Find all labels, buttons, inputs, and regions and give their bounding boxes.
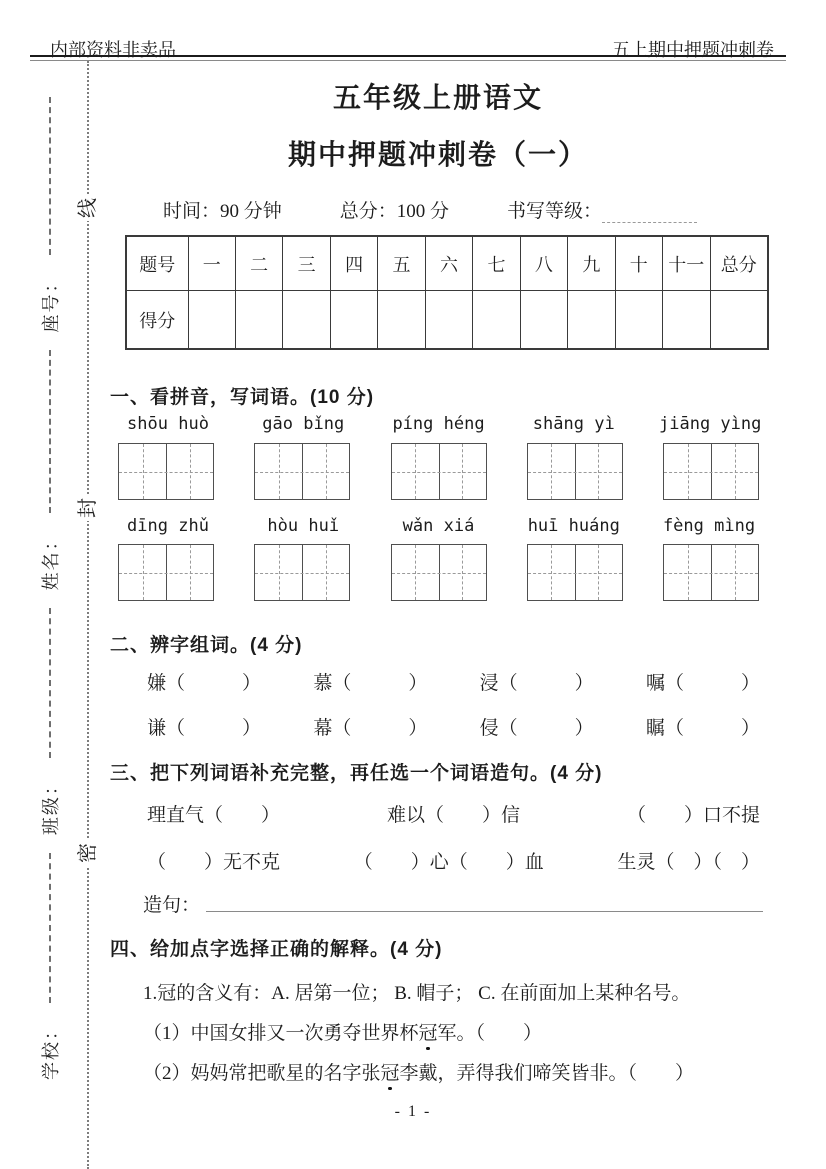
score-header-cell: 四 [330, 236, 377, 291]
sentence-label: 造句： [143, 895, 201, 916]
score-cell [425, 291, 472, 350]
writing-grid-box [527, 544, 623, 601]
phrase-item: 生灵（ ）（ ） [617, 852, 760, 873]
writing-grid-box [391, 443, 487, 500]
phrase-item: （ ）无不克 [147, 852, 281, 873]
score-header-cell: 三 [283, 236, 330, 291]
dotted-char: 冠 [381, 1058, 400, 1085]
section-2-title: 二、辨字组词。(4 分) [110, 635, 303, 656]
writing-grid-box [663, 443, 759, 500]
score-header-cell: 十 [615, 236, 662, 291]
writing-grid-box [254, 443, 350, 500]
score-cell [473, 291, 520, 350]
class-fill-line [49, 608, 51, 758]
writing-grid-box [391, 544, 487, 601]
score-header-cell: 五 [378, 236, 425, 291]
section-3-title: 三、把下列词语补充完整，再任选一个词语造句。(4 分) [110, 763, 603, 784]
score-cell [378, 291, 425, 350]
sentence-write-line [206, 890, 763, 912]
seal-dotted-line [87, 61, 89, 1169]
writing-grid-row-1 [118, 443, 759, 500]
meanings-text: 1.冠的含义有：A. 居第一位； B. 帽子； C. 在前面加上某种名号。 [143, 983, 691, 1004]
score-cell [188, 291, 235, 350]
question-1: （1）中国女排又一次勇夺世界杯冠军。（ ） [143, 1018, 542, 1045]
word-pair-item: 慕（ ） [313, 673, 428, 694]
pinyin-label: píng héng [392, 414, 485, 434]
section-1-title: 一、看拼音，写词语。(10 分) [110, 387, 375, 408]
exam-info-line [110, 196, 766, 223]
phrase-item: （ ）心（ ）血 [353, 852, 544, 873]
pinyin-label: fèng mìng [662, 516, 756, 536]
phrase-row-2 [147, 847, 760, 874]
margin-label-school: 学校： [41, 1020, 61, 1080]
exam-title: 五年级上册语文 [332, 82, 543, 113]
word-pair-item: 嫌（ ） [147, 673, 262, 694]
header-left-text: 内部资料非卖品 [50, 40, 176, 60]
score-header-cell: 七 [473, 236, 520, 291]
margin-label-class: 班级： [41, 775, 61, 836]
word-pair-item: 幕（ ） [313, 718, 428, 739]
header-right-text: 五上期中押题冲刺卷 [612, 40, 774, 60]
seat-fill-line [49, 97, 51, 255]
writing-grid-box [663, 544, 759, 601]
grade-blank-line [602, 202, 697, 223]
word-pair-item: 浸（ ） [479, 673, 594, 694]
word-pair-row-1 [147, 668, 760, 695]
main-content [110, 0, 766, 1169]
margin-label-name: 姓名： [41, 530, 61, 591]
phrase-item: 难以（ ）信 [386, 805, 520, 826]
pinyin-label: dīng zhǔ [127, 516, 209, 536]
score-cell [235, 291, 282, 350]
margin-label-seat: 座号： [41, 272, 61, 333]
word-pair-item: 谦（ ） [147, 718, 262, 739]
score-cell [520, 291, 567, 350]
score-header-cell: 二 [235, 236, 282, 291]
writing-grid-box [527, 443, 623, 500]
score-header-cell: 一 [188, 236, 235, 291]
score-row-label: 得分 [126, 291, 188, 350]
question-2: （2）妈妈常把歌星的名字张冠李戴，弄得我们啼笑皆非。（ ） [143, 1058, 694, 1085]
score-table-header-row [126, 236, 768, 291]
phrase-row-1 [147, 800, 760, 827]
score-header-cell: 题号 [126, 236, 188, 291]
score-cell [710, 291, 768, 350]
writing-grid-box [118, 544, 214, 601]
sentence-line [143, 890, 763, 917]
pinyin-label: gāo bǐng [262, 414, 345, 434]
word-pair-item: 瞩（ ） [645, 718, 760, 739]
phrase-item: 理直气（ ） [147, 805, 281, 826]
score-cell [330, 291, 377, 350]
seal-char-feng: 封 [75, 495, 101, 521]
seal-char-xian: 线 [75, 195, 101, 221]
info-time: 时间：90 分钟 [163, 201, 282, 222]
school-fill-line [49, 853, 51, 1003]
score-header-cell: 八 [520, 236, 567, 291]
info-grade: 书写等级： [507, 196, 697, 223]
section-4-title: 四、给加点字选择正确的解释。(4 分) [110, 939, 443, 960]
pinyin-label: wǎn xiá [402, 516, 475, 536]
score-cell [615, 291, 662, 350]
score-cell [663, 291, 710, 350]
score-header-cell: 九 [568, 236, 615, 291]
pinyin-row-2 [118, 516, 759, 536]
pinyin-label: jiāng yìng [659, 414, 762, 434]
writing-grid-row-2 [118, 544, 759, 601]
pinyin-label: hòu huǐ [267, 516, 340, 536]
word-pair-item: 嘱（ ） [645, 673, 760, 694]
score-cell [283, 291, 330, 350]
pinyin-row-1 [118, 414, 762, 434]
score-table [125, 235, 769, 350]
word-pair-row-2 [147, 713, 760, 740]
margin-label-strip [37, 97, 63, 1080]
writing-grid-box [254, 544, 350, 601]
page-number: - 1 - [394, 1103, 432, 1120]
score-header-cell: 总分 [710, 236, 768, 291]
score-cell [568, 291, 615, 350]
score-header-cell: 十一 [663, 236, 710, 291]
pinyin-label: huī huáng [527, 516, 620, 536]
name-fill-line [49, 350, 51, 513]
writing-grid-box [118, 443, 214, 500]
score-table-score-row [126, 291, 768, 350]
pinyin-label: shāng yì [532, 414, 615, 434]
word-pair-item: 侵（ ） [479, 718, 594, 739]
exam-subtitle: 期中押题冲刺卷（一） [287, 139, 588, 170]
dotted-char: 冠 [419, 1018, 438, 1045]
info-total: 总分：100 分 [339, 201, 450, 222]
phrase-item: （ ）口不提 [626, 805, 760, 826]
seal-char-mi: 密 [75, 840, 101, 866]
pinyin-label: shōu huò [127, 414, 209, 434]
score-header-cell: 六 [425, 236, 472, 291]
